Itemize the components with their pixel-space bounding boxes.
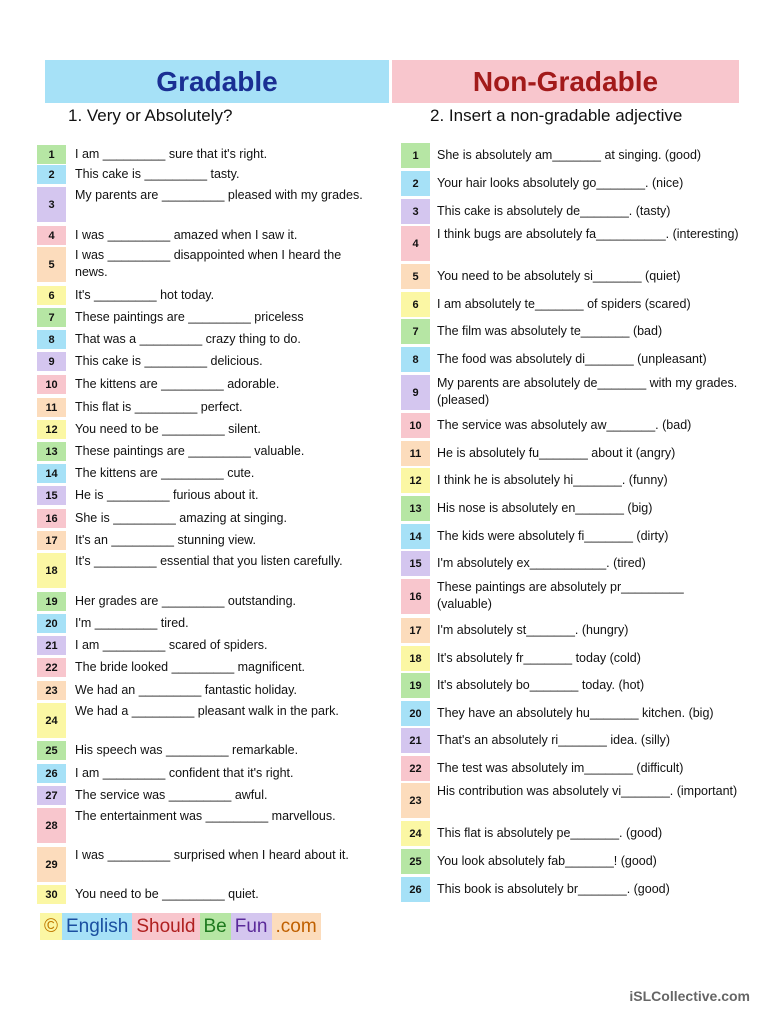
- item-sentence: The kittens are _________ cute.: [75, 466, 255, 480]
- item-number: 11: [37, 398, 66, 417]
- item-number: 6: [401, 292, 430, 317]
- item-sentence: Her grades are _________ outstanding.: [75, 594, 296, 608]
- item-number: 1: [37, 145, 66, 164]
- item-number: 8: [401, 347, 430, 372]
- item-number: 17: [401, 618, 430, 643]
- item-number: 14: [401, 524, 430, 549]
- item-sentence: It's _________ hot today.: [75, 288, 215, 302]
- item-number: 11: [401, 441, 430, 466]
- item-number: 24: [401, 821, 430, 846]
- item-number: 28: [37, 808, 66, 843]
- item-number: 2: [37, 165, 66, 184]
- item-sentence: He is absolutely fu_______ about it (angry): [437, 446, 676, 460]
- item-sentence: The food was absolutely di_______ (unpleasant): [437, 352, 707, 366]
- item-number: 20: [401, 701, 430, 726]
- item-sentence: I'm _________ tired.: [75, 616, 189, 630]
- logo-word-english: English: [62, 913, 132, 940]
- item-number: 23: [37, 681, 66, 700]
- item-sentence: The bride looked _________ magnificent.: [75, 660, 306, 674]
- right-instructions: 2. Insert a non-gradable adjective: [430, 106, 683, 125]
- item-sentence: I was _________ amazed when I saw it.: [75, 228, 298, 242]
- item-sentence: This book is absolutely br_______. (good): [437, 882, 670, 896]
- item-number: 26: [401, 877, 430, 902]
- logo-word-should: Should: [132, 913, 199, 940]
- item-sentence: The entertainment was _________ marvellous.: [75, 809, 336, 823]
- item-sentence: I think bugs are absolutely fa__________. (interesting): [437, 227, 739, 241]
- item-sentence: It's _________ essential that you listen carefully.: [75, 554, 343, 568]
- item-number: 4: [401, 226, 430, 261]
- item-sentence: This flat is _________ perfect.: [75, 400, 243, 414]
- item-number: 16: [401, 579, 430, 614]
- item-sentence: The service was absolutely aw_______. (bad): [437, 418, 692, 432]
- item-number: 17: [37, 531, 66, 550]
- item-number: 3: [37, 187, 66, 222]
- item-number: 9: [37, 352, 66, 371]
- item-sentence: You need to be absolutely si_______ (quiet): [437, 269, 681, 283]
- item-number: 24: [37, 703, 66, 738]
- item-number: 15: [401, 551, 430, 576]
- logo-word-be: Be: [200, 913, 231, 940]
- item-sentence: We had an _________ fantastic holiday.: [75, 683, 297, 697]
- item-number: 22: [401, 756, 430, 781]
- logo-word-com: .com: [272, 913, 321, 940]
- item-sentence: His speech was _________ remarkable.: [75, 743, 299, 757]
- item-sentence: That was a _________ crazy thing to do.: [75, 332, 301, 346]
- item-sentence: This flat is absolutely pe_______. (good): [437, 826, 663, 840]
- item-sentence: They have an absolutely hu_______ kitchen. (big): [437, 706, 714, 720]
- logo-word-fun: Fun: [231, 913, 272, 940]
- item-sentence: It's an _________ stunning view.: [75, 533, 256, 547]
- item-sentence: It's absolutely bo_______ today. (hot): [437, 678, 645, 692]
- item-number: 5: [401, 264, 430, 289]
- non-gradable-heading: Non-Gradable: [392, 60, 739, 103]
- item-number: 2: [401, 171, 430, 196]
- item-number: 9: [401, 375, 430, 410]
- item-number: 13: [37, 442, 66, 461]
- item-sentence: Your hair looks absolutely go_______. (nice): [437, 176, 684, 190]
- item-sentence: This cake is _________ tasty.: [75, 167, 240, 181]
- item-number: 23: [401, 783, 430, 818]
- item-sentence: I was _________ surprised when I heard about it.: [75, 848, 349, 862]
- item-number: 3: [401, 199, 430, 224]
- item-number: 15: [37, 486, 66, 505]
- item-number: 29: [37, 847, 66, 882]
- item-number: 18: [401, 646, 430, 671]
- item-sentence: It's absolutely fr_______ today (cold): [437, 651, 641, 665]
- item-sentence: The kittens are _________ adorable.: [75, 377, 280, 391]
- item-number: 10: [401, 413, 430, 438]
- item-number: 19: [401, 673, 430, 698]
- item-sentence: That's an absolutely ri_______ idea. (silly): [437, 733, 671, 747]
- item-number: 16: [37, 509, 66, 528]
- item-sentence: I am _________ sure that it's right.: [75, 147, 268, 161]
- left-instructions: 1. Very or Absolutely?: [68, 106, 233, 125]
- english-should-be-fun-logo: [40, 913, 321, 940]
- item-number: 27: [37, 786, 66, 805]
- item-sentence: He is _________ furious about it.: [75, 488, 259, 502]
- item-number: 5: [37, 247, 66, 282]
- item-number: 18: [37, 553, 66, 588]
- item-number: 7: [401, 319, 430, 344]
- item-sentence: This cake is _________ delicious.: [75, 354, 263, 368]
- item-number: 21: [401, 728, 430, 753]
- copyright-symbol: ©: [40, 913, 62, 940]
- item-sentence: I think he is absolutely hi_______. (funny): [437, 473, 668, 487]
- item-number: 4: [37, 226, 66, 245]
- item-number: 19: [37, 592, 66, 611]
- item-sentence: I am absolutely te_______ of spiders (scared): [437, 297, 691, 311]
- item-sentence: I am _________ confident that it's right.: [75, 766, 294, 780]
- item-number: 10: [37, 375, 66, 394]
- item-number: 25: [401, 849, 430, 874]
- watermark: iSLCollective.com: [629, 988, 750, 1004]
- item-sentence: I'm absolutely ex___________. (tired): [437, 556, 646, 570]
- gradable-heading: Gradable: [45, 60, 389, 103]
- item-sentence: The kids were absolutely fi_______ (dirty): [437, 529, 669, 543]
- item-number: 22: [37, 658, 66, 677]
- item-sentence: We had a _________ pleasant walk in the park.: [75, 704, 339, 718]
- item-number: 1: [401, 143, 430, 168]
- item-sentence: The service was _________ awful.: [75, 788, 268, 802]
- item-sentence: These paintings are absolutely pr_________ (valuable): [437, 580, 684, 611]
- item-sentence: You need to be _________ quiet.: [75, 887, 259, 901]
- item-number: 7: [37, 308, 66, 327]
- item-number: 12: [401, 468, 430, 493]
- item-sentence: These paintings are _________ priceless: [75, 310, 304, 324]
- item-sentence: You need to be _________ silent.: [75, 422, 261, 436]
- item-sentence: These paintings are _________ valuable.: [75, 444, 305, 458]
- item-sentence: The test was absolutely im_______ (difficult): [437, 761, 684, 775]
- item-number: 13: [401, 496, 430, 521]
- item-number: 25: [37, 741, 66, 760]
- item-number: 6: [37, 286, 66, 305]
- item-sentence: His nose is absolutely en_______ (big): [437, 501, 653, 515]
- item-sentence: I'm absolutely st_______. (hungry): [437, 623, 629, 637]
- item-sentence: The film was absolutely te_______ (bad): [437, 324, 663, 338]
- item-number: 26: [37, 764, 66, 783]
- item-sentence: My parents are absolutely de_______ with my grades. (pleased): [437, 376, 738, 407]
- item-sentence: My parents are _________ pleased with my grades.: [75, 188, 363, 202]
- item-number: 21: [37, 636, 66, 655]
- item-number: 14: [37, 464, 66, 483]
- item-sentence: She is _________ amazing at singing.: [75, 511, 287, 525]
- item-number: 12: [37, 420, 66, 439]
- item-number: 20: [37, 614, 66, 633]
- item-sentence: I am _________ scared of spiders.: [75, 638, 268, 652]
- item-sentence: This cake is absolutely de_______. (tasty): [437, 204, 671, 218]
- item-sentence: His contribution was absolutely vi_______. (important): [437, 784, 738, 798]
- item-sentence: You look absolutely fab_______! (good): [437, 854, 657, 868]
- item-number: 30: [37, 885, 66, 904]
- item-sentence: She is absolutely am_______ at singing. (good): [437, 148, 702, 162]
- item-number: 8: [37, 330, 66, 349]
- item-sentence: I was _________ disappointed when I heard the news.: [75, 248, 342, 279]
